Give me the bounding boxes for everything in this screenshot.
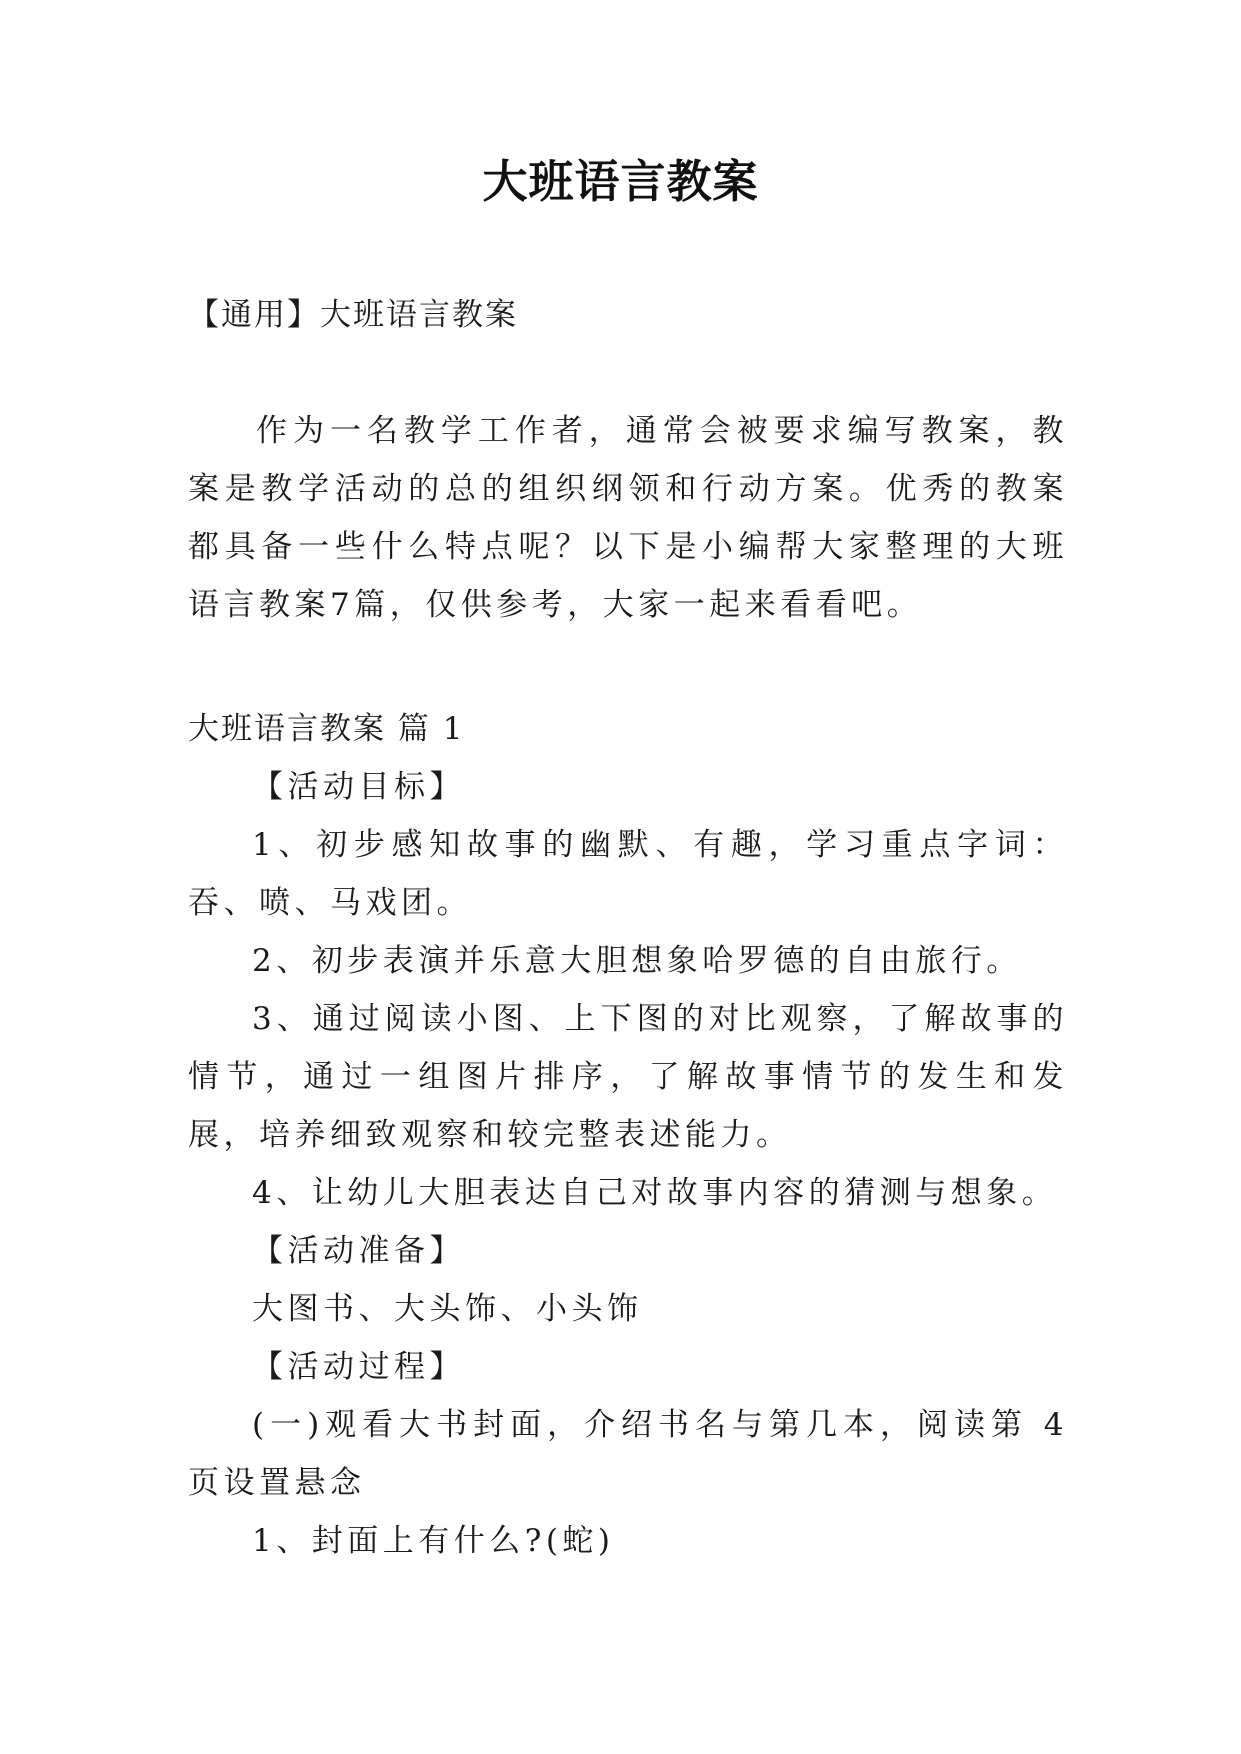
prep-heading: 【活动准备】	[252, 1233, 465, 1269]
prep-text: 大图书、大头饰、小头饰	[252, 1291, 643, 1327]
process-item: 1、封面上有什么?(蛇)	[252, 1523, 615, 1559]
section-title: 大班语言教案 篇 1	[188, 711, 465, 747]
goal-item: 3、通过阅读小图、上下图的对比观察，了解故事的情节，通过一组图片排序，了解故事情节的发生和发展，培养细致观察和较完整表述能力。	[188, 1001, 1068, 1153]
goal-item: 2、初步表演并乐意大胆想象哈罗德的自由旅行。	[252, 943, 1022, 979]
document-title: 大班语言教案	[482, 155, 759, 208]
goal-item: 4、让幼儿大胆表达自己对故事内容的猜测与想象。	[252, 1175, 1058, 1211]
goals-heading: 【活动目标】	[252, 769, 465, 805]
document-body	[188, 700, 1068, 1570]
process-item: (一)观看大书封面，介绍书名与第几本，阅读第 4 页设置悬念	[188, 1407, 1068, 1501]
goal-item: 1、初步感知故事的幽默、有趣，学习重点字词：吞、喷、马戏团。	[188, 827, 1068, 921]
process-heading: 【活动过程】	[252, 1349, 465, 1385]
document-subtitle: 【通用】大班语言教案	[188, 297, 518, 333]
intro-paragraph: 作为一名教学工作者，通常会被要求编写教案，教案是教学活动的总的组织纲领和行动方案。优秀的教案都具备一些什么特点呢？以下是小编帮大家整理的大班语言教案7篇，仅供参考，大家一起来看看吧。	[188, 413, 1068, 623]
